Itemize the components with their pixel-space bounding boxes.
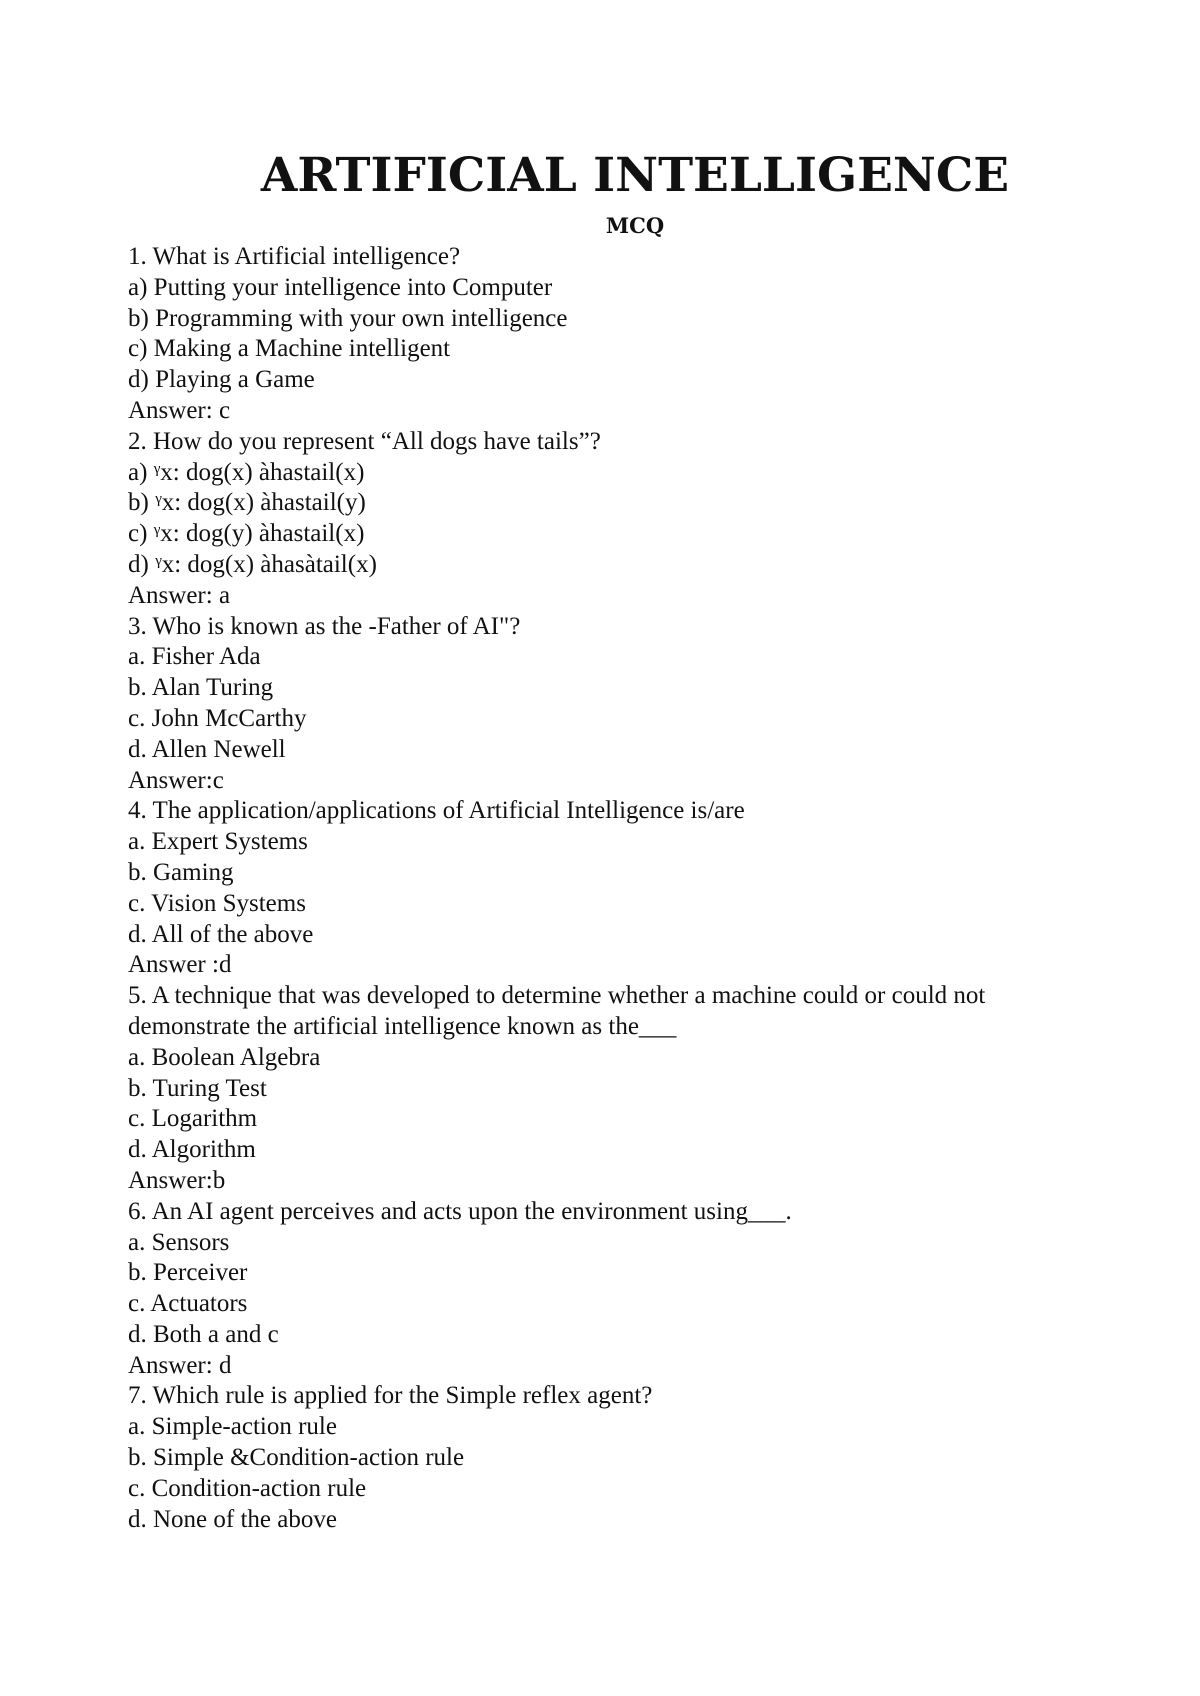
option-4d: d. All of the above [128, 920, 314, 948]
option-3b: b. Alan Turing [128, 674, 274, 702]
option-3c: c. John McCarthy [128, 704, 307, 732]
option-6a: a. Sensors [128, 1228, 230, 1256]
option-5d: d. Algorithm [128, 1136, 256, 1164]
question-2: 2. How do you represent “All dogs have tails”? [128, 427, 601, 455]
option-1d: d) Playing a Game [128, 366, 315, 394]
answer-4: Answer :d [128, 951, 232, 979]
option-7a: a. Simple-action rule [128, 1413, 337, 1441]
option-6d: d. Both a and c [128, 1320, 279, 1348]
answer-1: Answer: c [128, 396, 231, 424]
option-1a: a) Putting your intelligence into Computer [128, 273, 553, 301]
question-3: 3. Who is known as the -Father of AI"? [128, 612, 521, 640]
option-1b: b) Programming with your own intelligence [128, 304, 568, 332]
question-5-line-1: 5. A technique that was developed to determine whether a machine could or could not [128, 982, 986, 1010]
answer-2: Answer: a [128, 581, 231, 609]
answer-5: Answer:b [128, 1166, 226, 1194]
question-4: 4. The application/applications of Artificial Intelligence is/are [128, 797, 745, 825]
option-2c: c) ᵞx: dog(y) àhastail(x) [128, 520, 365, 548]
option-7c: c. Condition-action rule [128, 1474, 367, 1502]
option-4b: b. Gaming [128, 858, 234, 886]
option-5b: b. Turing Test [128, 1074, 267, 1102]
option-7b: b. Simple &Condition-action rule [128, 1444, 465, 1472]
question-1: 1. What is Artificial intelligence? [128, 243, 461, 270]
option-3d: d. Allen Newell [128, 735, 286, 763]
option-4a: a. Expert Systems [128, 828, 308, 856]
question-5-line-2: demonstrate the artificial intelligence known as the___ [128, 1012, 677, 1040]
option-6b: b. Perceiver [128, 1259, 248, 1287]
document-title: ARTIFICIAL INTELLIGENCE [260, 148, 1010, 203]
answer-3: Answer:c [128, 766, 224, 794]
option-6c: c. Actuators [128, 1290, 248, 1318]
question-6: 6. An AI agent perceives and acts upon the environment using___. [128, 1197, 792, 1225]
option-2b: b) ᵞx: dog(x) àhastail(y) [128, 489, 366, 517]
option-5a: a. Boolean Algebra [128, 1043, 321, 1071]
answer-6: Answer: d [128, 1351, 232, 1379]
question-7: 7. Which rule is applied for the Simple reflex agent? [128, 1382, 653, 1410]
option-2a: a) ᵞx: dog(x) àhastail(x) [128, 458, 365, 486]
mcq-content [128, 242, 1118, 1535]
document-subtitle: MCQ [605, 213, 665, 238]
option-3a: a. Fisher Ada [128, 643, 261, 671]
option-7d: d. None of the above [128, 1505, 337, 1533]
option-2d: d) ᵞx: dog(x) àhasàtail(x) [128, 550, 377, 578]
option-1c: c) Making a Machine intelligent [128, 335, 451, 363]
option-4c: c. Vision Systems [128, 889, 306, 917]
option-5c: c. Logarithm [128, 1105, 258, 1133]
